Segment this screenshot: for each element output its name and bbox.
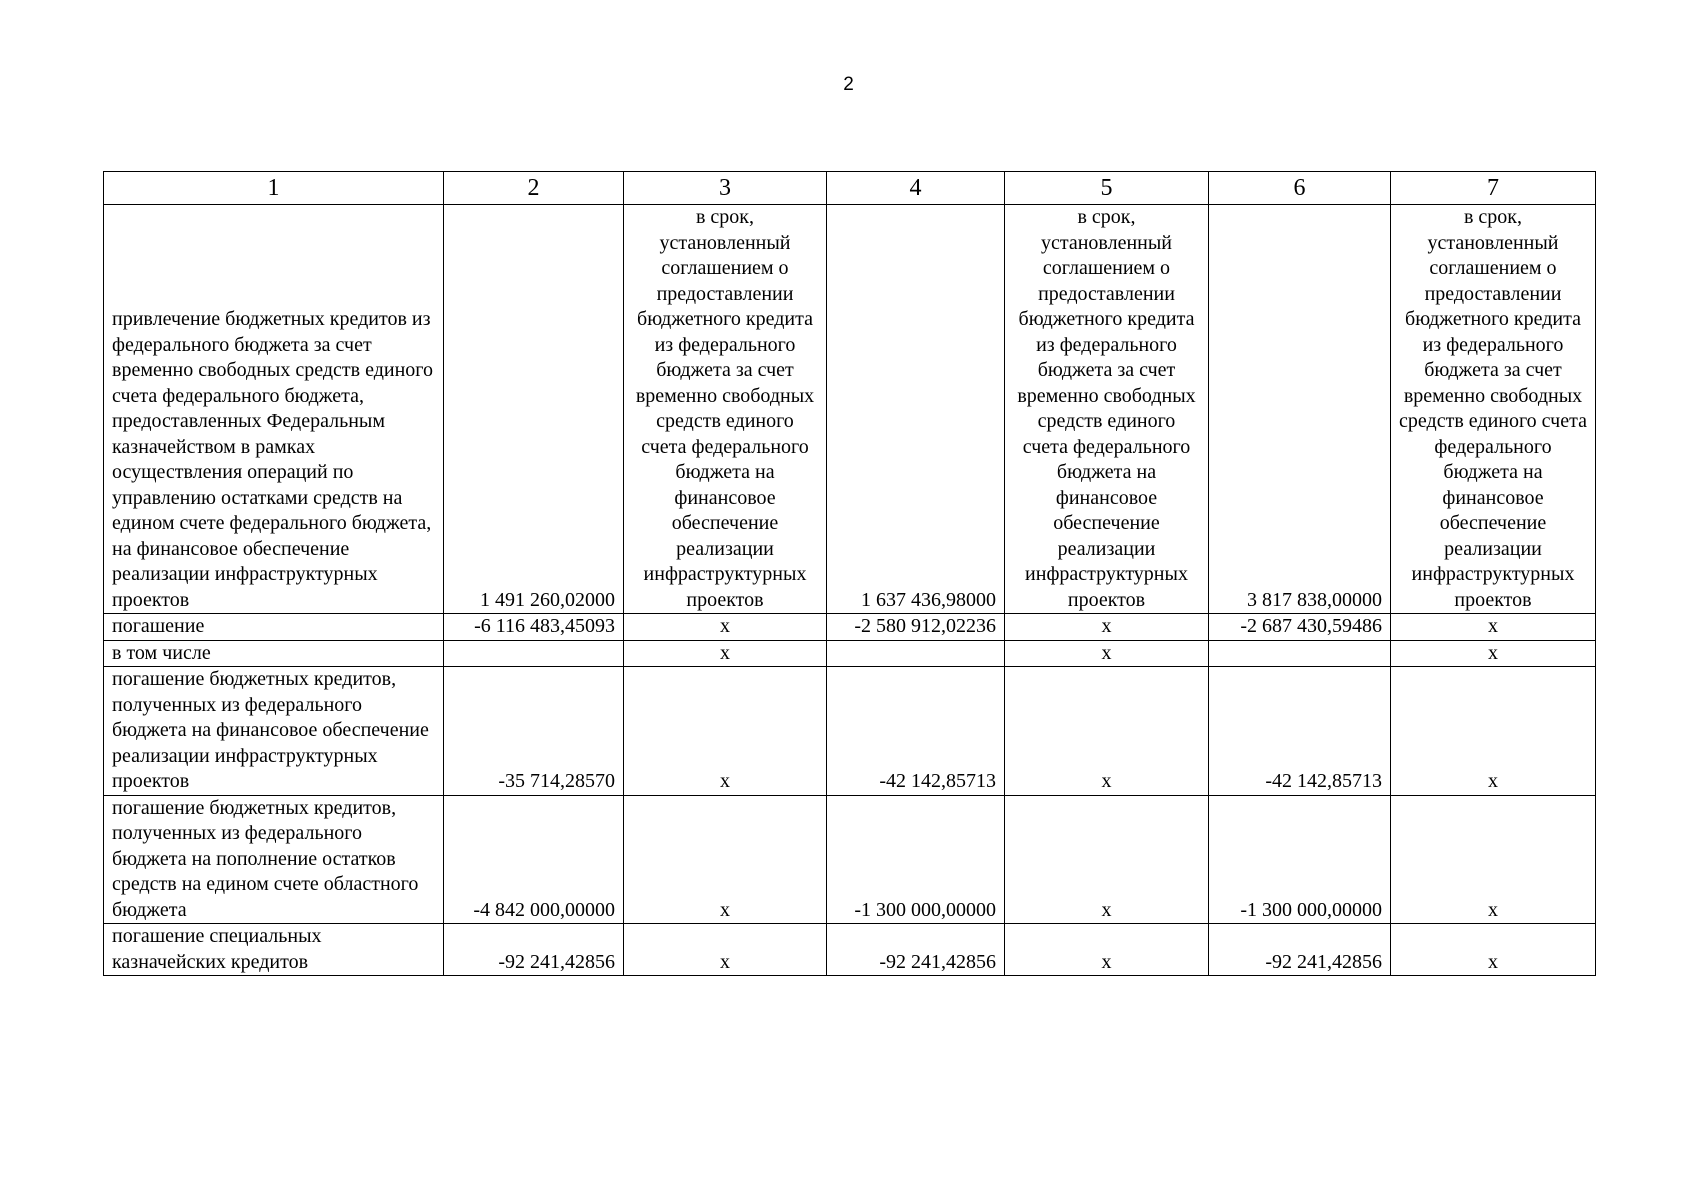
term-cell: х	[1005, 667, 1209, 796]
header-row	[104, 172, 1596, 205]
value-cell: -1 300 000,00000	[827, 795, 1005, 924]
term-cell: х	[1005, 640, 1209, 667]
value-cell	[827, 640, 1005, 667]
value-cell: 1 637 436,98000	[827, 205, 1005, 614]
table-row	[104, 795, 1596, 924]
term-cell: в срок, установленный соглашением о предоставлении бюджетного кредита из федерального бюджета за счет временно свободных средств единого счета федерального бюджета на финансовое обеспечение реализации инфраструктурных проектов	[1391, 205, 1596, 614]
value-cell: -92 241,42856	[1209, 924, 1391, 976]
term-cell: х	[624, 924, 827, 976]
term-cell: в срок, установленный соглашением о предоставлении бюджетного кредита из федерального бюджета за счет временно свободных средств единого счета федерального бюджета на финансовое обеспечение реализации инфраструктурных проектов	[1005, 205, 1209, 614]
value-cell	[444, 640, 624, 667]
term-cell: в срок, установленный соглашением о предоставлении бюджетного кредита из федерального бюджета за счет временно свободных средств единого счета федерального бюджета на финансовое обеспечение реализации инфраструктурных проектов	[624, 205, 827, 614]
column-header-4: 4	[827, 172, 1005, 205]
value-cell: -2 580 912,02236	[827, 614, 1005, 641]
term-cell: х	[1005, 924, 1209, 976]
table-row	[104, 614, 1596, 641]
term-cell: х	[624, 614, 827, 641]
value-cell: -35 714,28570	[444, 667, 624, 796]
table-row	[104, 205, 1596, 614]
value-cell: -42 142,85713	[1209, 667, 1391, 796]
row-label: погашение	[104, 614, 444, 641]
value-cell: -1 300 000,00000	[1209, 795, 1391, 924]
value-cell	[1209, 640, 1391, 667]
column-header-3: 3	[624, 172, 827, 205]
term-cell: х	[624, 667, 827, 796]
term-cell: х	[1391, 640, 1596, 667]
column-header-7: 7	[1391, 172, 1596, 205]
value-cell: -92 241,42856	[444, 924, 624, 976]
term-cell: х	[1391, 667, 1596, 796]
table-row	[104, 640, 1596, 667]
term-cell: х	[1005, 795, 1209, 924]
column-header-2: 2	[444, 172, 624, 205]
value-cell: -4 842 000,00000	[444, 795, 624, 924]
row-label: погашение бюджетных кредитов, полученных из федерального бюджета на финансовое обеспечение реализации инфраструктурных проектов	[104, 667, 444, 796]
value-cell: -2 687 430,59486	[1209, 614, 1391, 641]
term-cell: х	[1391, 795, 1596, 924]
term-cell: х	[624, 640, 827, 667]
page-number: 2	[843, 74, 854, 95]
budget-table	[103, 171, 1596, 976]
value-cell: -42 142,85713	[827, 667, 1005, 796]
column-header-6: 6	[1209, 172, 1391, 205]
row-label: привлечение бюджетных кредитов из федерального бюджета за счет временно свободных средств единого счета федерального бюджета, предоставленных Федеральным казначейством в рамках осуществления операций по управлению остатками средств на едином счете федерального бюджета, на финансовое обеспечение реализации инфраструктурных проектов	[104, 205, 444, 614]
term-cell: х	[1391, 924, 1596, 976]
row-label: погашение специальных казначейских кредитов	[104, 924, 444, 976]
value-cell: 1 491 260,02000	[444, 205, 624, 614]
row-label: погашение бюджетных кредитов, полученных из федерального бюджета на пополнение остатков средств на едином счете областного бюджета	[104, 795, 444, 924]
table-row	[104, 924, 1596, 976]
value-cell: 3 817 838,00000	[1209, 205, 1391, 614]
column-header-1: 1	[104, 172, 444, 205]
term-cell: х	[624, 795, 827, 924]
column-header-5: 5	[1005, 172, 1209, 205]
term-cell: х	[1005, 614, 1209, 641]
row-label: в том числе	[104, 640, 444, 667]
term-cell: х	[1391, 614, 1596, 641]
value-cell: -92 241,42856	[827, 924, 1005, 976]
table-row	[104, 667, 1596, 796]
value-cell: -6 116 483,45093	[444, 614, 624, 641]
